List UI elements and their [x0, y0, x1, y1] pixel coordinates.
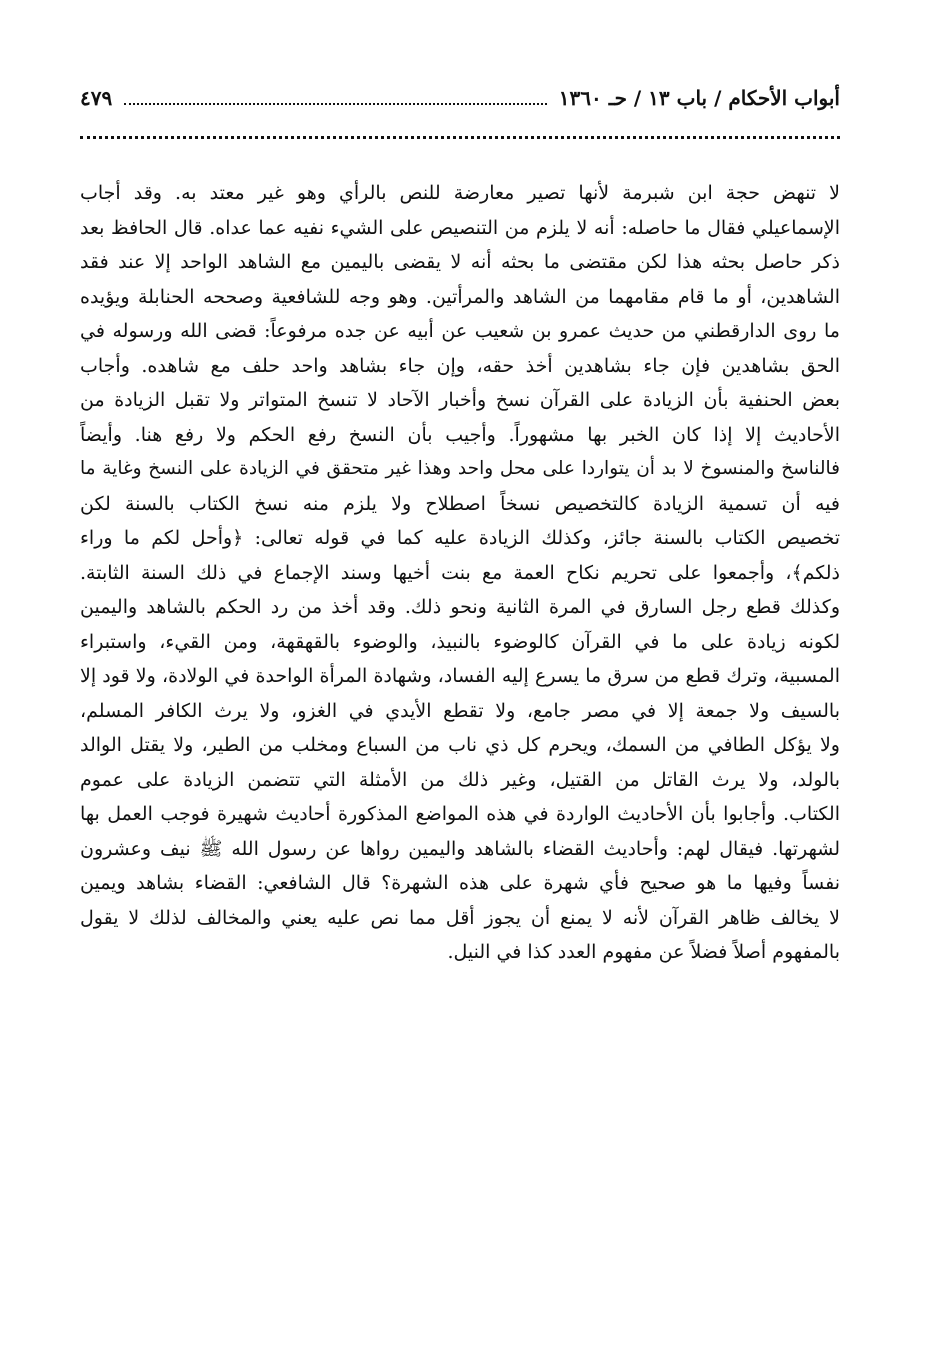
page-number: ٤٧٩ [80, 86, 113, 110]
text-line: تخصيص الكتاب بالسنة جائز، وكذلك الزيادة عليه كما في قوله تعالى: ﴿وأحل لكم ما وراء [80, 527, 840, 549]
header-rule [80, 136, 840, 139]
text-line: بالمفهوم أصلاً فضلاً عن مفهوم العدد كذا في النيل. [447, 941, 840, 963]
text-line: بالسيف ولا جمعة إلا في مصر جامع، ولا تقطع الأيدي في الغزو، ولا يرث الكافر المسلم، [80, 699, 840, 722]
text-line: فيه أن تسمية الزيادة كالتخصيص نسخاً اصطلاح ولا يلزم منه نسخ الكتاب بالسنة لكن [80, 492, 840, 515]
text-line: بعض الحنفية بأن الزيادة على القرآن نسخ وأخبار الآحاد لا تنسخ المتواتر ولا تقبل الزيادة من [80, 389, 840, 411]
text-line: وكذلك قطع رجل السارق في المرة الثانية ونحو ذلك. وقد أخذ من رد الحكم بالشاهد واليمين [80, 596, 840, 618]
text-line: ذلكم﴾، وأجمعوا على تحريم نكاح العمة مع بنت أخيها وسند الإجماع في ذلك السنة الثابتة. [80, 561, 840, 584]
text-line: لشهرتها. فيقال لهم: وأحاديث القضاء بالشاهد واليمين رواها عن رسول الله ﷺ نيف وعشرون [80, 837, 840, 860]
page-header [80, 82, 840, 114]
text-line: ولا يؤكل الطافي من السمك، ويحرم كل ذي ناب من السباع ومخلب من الطير، ولا يقتل الوالد [80, 734, 840, 756]
running-title: أبواب الأحكام / باب ١٣ / حـ ١٣٦٠ [558, 86, 840, 110]
text-line: ذكر حاصل بحثه هذا لكن مقتضى ما بحثه أنه لا يقضى باليمين مع الشاهد الواحد إلا عند فقد [80, 251, 840, 273]
text-line: بالولد، ولا يرث القاتل من القتيل، وغير ذلك من الأمثلة التي تتضمن الزيادة على عموم [80, 768, 840, 791]
text-line: المسبية، وترك قطع من سرق ما يسرع إليه الفساد، وشهادة المرأة الواحدة في الولادة، ولا قود إلا [80, 665, 840, 687]
text-line: الحق بشاهدين فإن جاء بشاهدين أخذ حقه، وإن جاء بشاهد واحد حلف مع شاهده. وأجاب [80, 354, 840, 377]
text-line: لا يخالف ظاهر القرآن لأنه لا يمنع أن يجوز أقل مما نص عليه يعني والمخالف لذلك لا يقول [80, 906, 840, 929]
header-dot-leader [124, 91, 547, 105]
text-line: ما روى الدارقطني من حديث عمرو بن شعيب عن أبيه عن جده مرفوعاً: قضى الله ورسوله في [80, 320, 840, 342]
text-line: الشاهدين، أو ما قام مقامهما من الشاهد والمرأتين. وهو وجه للشافعية وصححه الحنابلة ويؤيده [80, 285, 840, 308]
body-text [80, 176, 840, 970]
text-line: الكتاب. وأجابوا بأن الأحاديث الواردة في هذه المواضع المذكورة أحاديث شهيرة فوجب العمل بها [80, 803, 840, 825]
text-line: الأحاديث إلا إذا كان الخبر بها مشهوراً. وأجيب بأن النسخ رفع الحكم ولا رفع هنا. وأيضاً [80, 423, 840, 446]
text-line: فالناسخ والمنسوخ لا بد أن يتواردا على محل واحد وهذا غير متحقق في الزيادة على النسخ وغاية ما [80, 458, 840, 479]
text-line: لا تنهض حجة ابن شبرمة لأنها تصير معارضة للنص بالرأي وهو غير معتد به. وقد أجاب [80, 182, 840, 204]
text-line: لكونه زيادة على ما في القرآن كالوضوء بالنبيذ، والوضوء بالقهقهة، ومن القيء، واستبراء [80, 630, 840, 653]
text-line: نفساً وفيها ما هو صحيح فأي شهرة على هذه الشهرة؟ قال الشافعي: القضاء بشاهد ويمين [80, 872, 840, 894]
text-line: الإسماعيلي فقال ما حاصله: أنه لا يلزم من التنصيص على الشيء نفيه عما عداه. قال الحافظ بعد [80, 216, 840, 239]
